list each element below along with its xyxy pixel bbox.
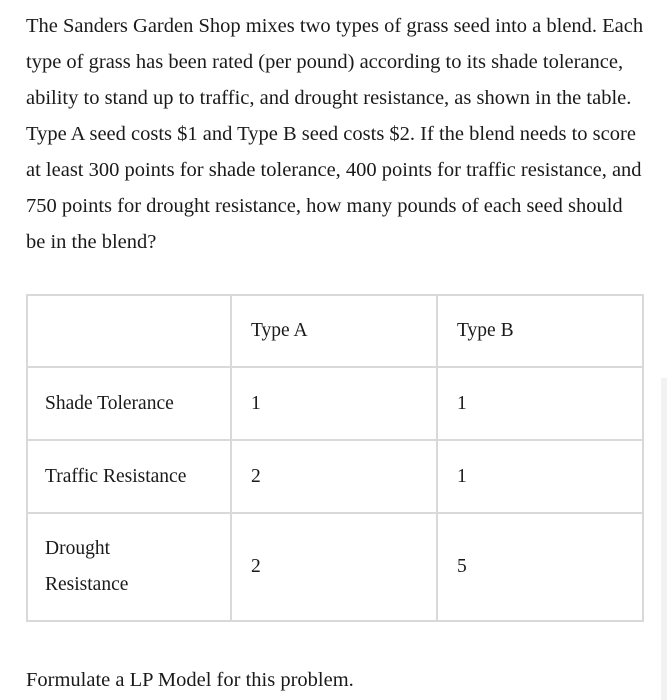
row-label-shade-tolerance: Shade Tolerance	[27, 367, 231, 440]
row-label-drought-resistance	[27, 513, 231, 621]
cell-type-a-value: 2	[231, 513, 437, 621]
cell-type-b-value: 5	[437, 513, 643, 621]
cell-type-a-value: 2	[231, 440, 437, 513]
table-row	[27, 367, 643, 440]
question-text: Formulate a LP Model for this problem.	[26, 669, 354, 691]
row-label-traffic-resistance: Traffic Resistance	[27, 440, 231, 513]
table-row	[27, 513, 643, 621]
row-label-text: Drought Resistance	[45, 538, 129, 595]
seed-ratings-table	[26, 294, 644, 622]
scrollbar-track[interactable]	[661, 378, 667, 700]
table-header-row	[27, 295, 643, 367]
problem-statement: The Sanders Garden Shop mixes two types of grass seed into a blend. Each type of grass has been rated (per pound) according to its shade tolerance, ability to stand up to traffic, and drought resistance, as shown in the table. Type A seed costs $1 and Type B seed costs $2. If the blend needs to score at least 300 points for shade tolerance, 400 points for traffic resistance, and 750 points for drought resistance, how many pounds of each seed should be in the blend?	[26, 15, 644, 253]
header-type-a: Type A	[231, 295, 437, 367]
cell-type-b-value: 1	[437, 440, 643, 513]
header-type-b: Type B	[437, 295, 643, 367]
header-empty-cell	[27, 295, 231, 367]
table-row	[27, 440, 643, 513]
cell-type-a-value: 1	[231, 367, 437, 440]
cell-type-b-value: 1	[437, 367, 643, 440]
